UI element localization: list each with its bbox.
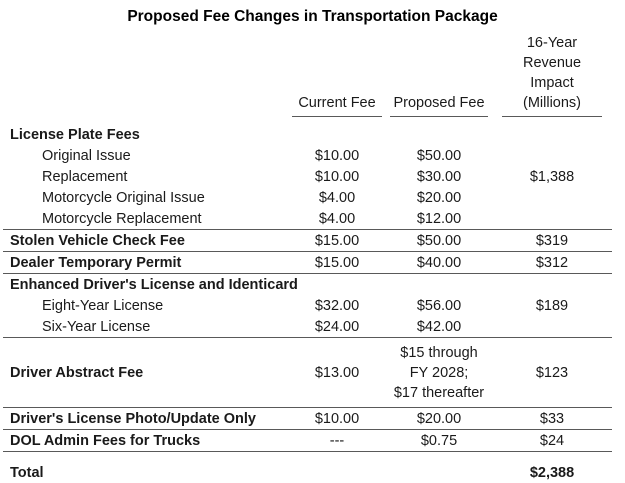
row-current-fee: $15.00 [288, 252, 386, 274]
section-row-enhanced-drivers-license [3, 274, 612, 296]
row-label: Original Issue [3, 145, 288, 166]
row-current-fee: $10.00 [288, 408, 386, 430]
header-proposed-fee-label: Proposed Fee [390, 93, 488, 117]
row-proposed-fee [386, 274, 492, 296]
row-label: Dealer Temporary Permit [3, 252, 288, 274]
row-revenue-impact: $189 [492, 295, 612, 316]
row-label: Motorcycle Original Issue [3, 187, 288, 208]
row-revenue-impact: $312 [492, 252, 612, 274]
row-current-fee: $24.00 [288, 316, 386, 338]
row-label: License Plate Fees [3, 117, 288, 145]
row-current-fee: $10.00 [288, 145, 386, 166]
row-proposed-fee: $50.00 [386, 230, 492, 252]
row-proposed-fee: $42.00 [386, 316, 492, 338]
proposed-fee-line-2: FY 2028; [386, 363, 492, 383]
row-dol-admin-fees-for-trucks [3, 430, 612, 452]
row-current-fee: $4.00 [288, 208, 386, 230]
header-current-fee-label: Current Fee [292, 93, 382, 117]
row-revenue-impact: $319 [492, 230, 612, 252]
row-motorcycle-original-issue [3, 187, 612, 208]
row-six-year-license [3, 316, 612, 338]
row-eight-year-license [3, 295, 612, 316]
row-proposed-fee: $56.00 [386, 295, 492, 316]
row-revenue-impact: $24 [492, 430, 612, 452]
row-current-fee [288, 274, 386, 296]
row-current-fee [288, 117, 386, 145]
row-current-fee: $15.00 [288, 230, 386, 252]
section-row-license-plate-fees [3, 117, 612, 145]
row-proposed-fee [386, 117, 492, 145]
row-label: Driver Abstract Fee [3, 338, 288, 408]
row-motorcycle-replacement [3, 208, 612, 230]
row-current-fee: $13.00 [288, 338, 386, 408]
row-proposed-fee [386, 452, 492, 483]
row-revenue-impact: $2,388 [492, 452, 612, 483]
row-revenue-impact [492, 117, 612, 145]
row-dealer-temporary-permit [3, 252, 612, 274]
row-stolen-vehicle-check-fee [3, 230, 612, 252]
row-label: Stolen Vehicle Check Fee [3, 230, 288, 252]
row-revenue-impact [492, 208, 612, 230]
row-total [3, 452, 612, 483]
row-label: Motorcycle Replacement [3, 208, 288, 230]
row-label: Six-Year License [3, 316, 288, 338]
row-revenue-impact: $1,388 [492, 166, 612, 187]
row-proposed-fee: $20.00 [386, 408, 492, 430]
row-current-fee: $32.00 [288, 295, 386, 316]
row-label: Total [3, 452, 288, 483]
header-label-spacer [3, 33, 288, 117]
row-label: Enhanced Driver's License and Identicard [3, 274, 288, 296]
row-current-fee: --- [288, 430, 386, 452]
row-revenue-impact [492, 316, 612, 338]
row-drivers-license-photo-update-only [3, 408, 612, 430]
row-proposed-fee: $12.00 [386, 208, 492, 230]
row-proposed-fee: $20.00 [386, 187, 492, 208]
header-revenue-impact-label [502, 33, 602, 117]
row-replacement [3, 166, 612, 187]
row-revenue-impact [492, 187, 612, 208]
header-revenue-line-2: Revenue Impact [502, 53, 602, 93]
proposed-fee-line-1: $15 through [386, 343, 492, 363]
header-revenue-line-1: 16-Year [502, 33, 602, 53]
row-revenue-impact: $123 [492, 338, 612, 408]
row-revenue-impact [492, 274, 612, 296]
row-proposed-fee: $40.00 [386, 252, 492, 274]
row-label: Driver's License Photo/Update Only [3, 408, 288, 430]
row-proposed-fee: $0.75 [386, 430, 492, 452]
row-proposed-fee: $50.00 [386, 145, 492, 166]
header-current-fee [288, 33, 386, 117]
row-original-issue [3, 145, 612, 166]
row-label: Replacement [3, 166, 288, 187]
header-proposed-fee [386, 33, 492, 117]
row-current-fee [288, 452, 386, 483]
page-title: Proposed Fee Changes in Transportation Package [0, 0, 625, 26]
fee-table [3, 33, 612, 483]
row-proposed-fee: $30.00 [386, 166, 492, 187]
proposed-fee-line-3: $17 thereafter [386, 383, 492, 403]
row-label: Eight-Year License [3, 295, 288, 316]
row-label: DOL Admin Fees for Trucks [3, 430, 288, 452]
header-revenue-line-3: (Millions) [502, 93, 602, 113]
header-revenue-impact [492, 33, 612, 117]
row-current-fee: $4.00 [288, 187, 386, 208]
header-row [3, 33, 612, 117]
row-driver-abstract-fee [3, 338, 612, 408]
row-current-fee: $10.00 [288, 166, 386, 187]
row-revenue-impact: $33 [492, 408, 612, 430]
row-revenue-impact [492, 145, 612, 166]
row-proposed-fee [386, 338, 492, 408]
